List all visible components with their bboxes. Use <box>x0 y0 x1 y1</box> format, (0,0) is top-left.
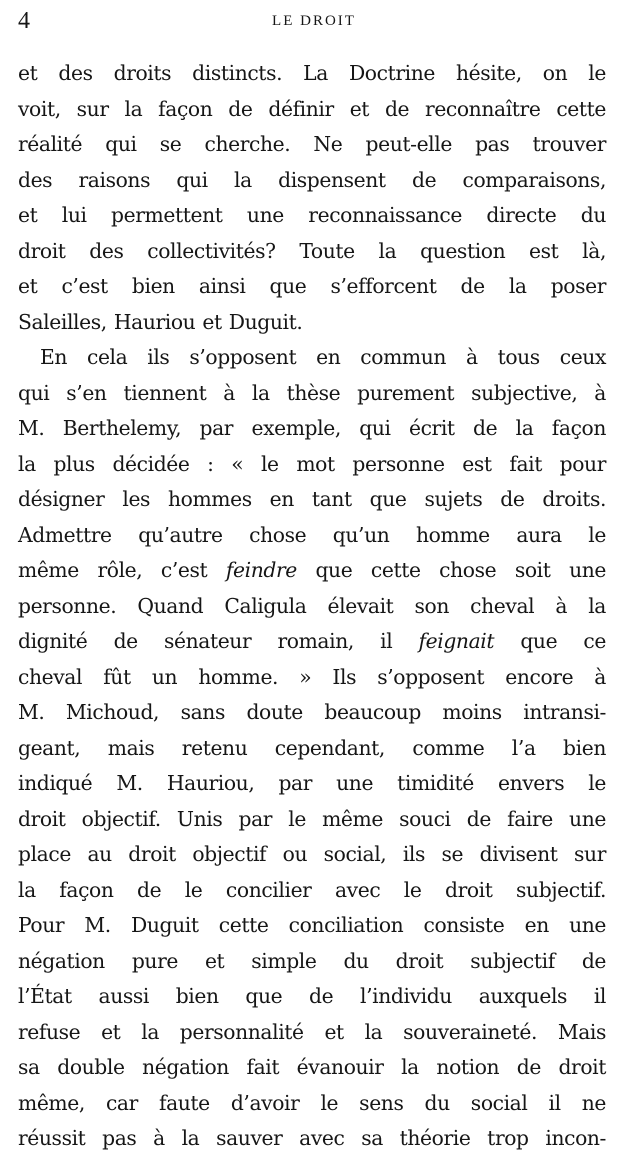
text-line: sa double négation fait évanouir la notion de droit <box>18 1055 606 1079</box>
text-line: la plus décidée : « le mot personne est fait pour <box>18 451 606 476</box>
paragraph-start-line: En cela ils s’opposent en commun à tous ceux <box>40 345 606 369</box>
body-text <box>18 56 606 1157</box>
text-line: la façon de le concilier avec le droit subjectif. <box>18 877 606 902</box>
text-line: Pour M. Duguit cette conciliation consiste en une <box>18 913 606 937</box>
text-line: M. Michoud, sans doute beaucoup moins intransi- <box>18 700 606 724</box>
page-number: 4 <box>18 8 30 34</box>
text-line: l’État aussi bien que de l’individu auxquels il <box>18 984 606 1008</box>
text-line: place au droit objectif ou social, ils se divisent sur <box>18 842 606 866</box>
paragraph-end-line: Saleilles, Hauriou et Duguit. <box>18 309 303 334</box>
text-line: refuse et la personnalité et la souveraineté. Mais <box>18 1019 606 1044</box>
text-line: droit des collectivités? Toute la question est là, <box>18 238 606 263</box>
text-segment: que ce <box>494 629 606 653</box>
text-line: et des droits distincts. La Doctrine hésite, on le <box>18 61 606 85</box>
text-segment: dignité de sénateur romain, il <box>18 629 419 653</box>
italic-word: feindre <box>225 558 297 582</box>
running-title: LE DROIT <box>272 13 356 29</box>
text-line: cheval fût un homme. » Ils s’opposent encore à <box>18 664 606 689</box>
text-line: même, car faute d’avoir le sens du social il ne <box>18 1090 606 1115</box>
italic-word: feignait <box>418 629 495 653</box>
text-line: voit, sur la façon de définir et de reconnaître cette <box>18 96 606 121</box>
text-line: M. Berthelemy, par exemple, qui écrit de la façon <box>18 416 606 440</box>
text-segment: même rôle, c’est <box>18 558 226 582</box>
text-line: Admettre qu’autre chose qu’un homme aura le <box>18 522 606 547</box>
text-segment: que cette chose soit une <box>296 558 607 582</box>
text-line: droit objectif. Unis par le même souci de faire une <box>18 806 606 831</box>
text-line: et c’est bien ainsi que s’efforcent de la poser <box>18 274 606 298</box>
text-line: réalité qui se cherche. Ne peut-elle pas trouver <box>18 132 606 156</box>
text-line: geant, mais retenu cependant, comme l’a bien <box>18 735 606 760</box>
running-head <box>18 6 610 36</box>
text-line: des raisons qui la dispensent de comparaisons, <box>18 167 606 192</box>
text-line: et lui permettent une reconnaissance directe du <box>18 203 606 227</box>
text-line <box>18 553 606 589</box>
text-line <box>18 624 606 660</box>
text-line: désigner les hommes en tant que sujets de droits. <box>18 487 606 511</box>
text-line: personne. Quand Caligula élevait son cheval à la <box>18 593 606 618</box>
text-line: indiqué M. Hauriou, par une timidité envers le <box>18 771 606 795</box>
text-line: qui s’en tiennent à la thèse purement subjective, à <box>18 380 606 405</box>
text-line: négation pure et simple du droit subjectif de <box>18 948 606 973</box>
text-line: réussit pas à la sauver avec sa théorie trop incon- <box>18 1126 606 1150</box>
